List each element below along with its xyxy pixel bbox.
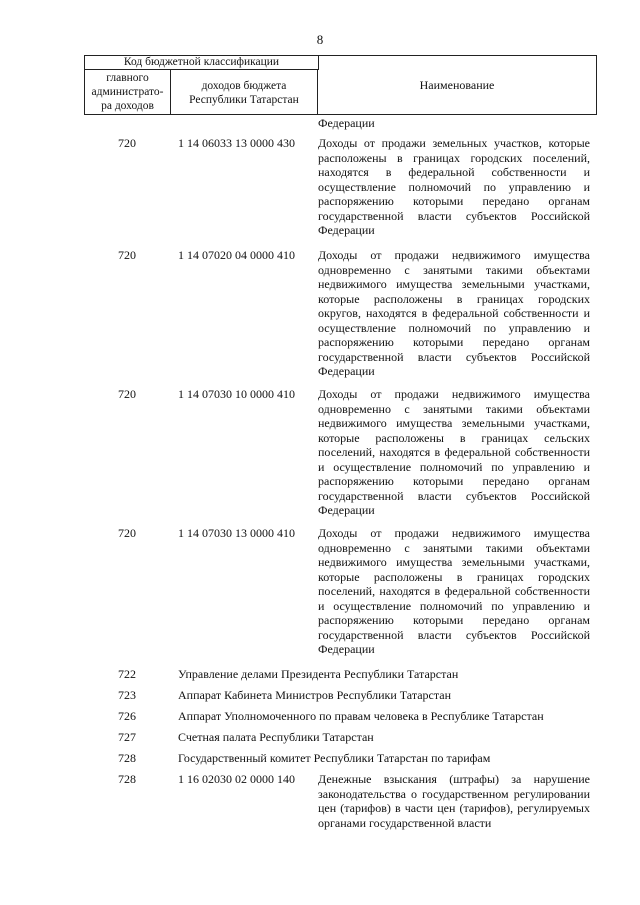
admin-code: 728 — [118, 751, 136, 765]
revenue-code: 1 14 06033 13 0000 430 — [178, 136, 295, 150]
admin-code: 720 — [118, 526, 136, 540]
header-main-administrator: главного администрато- ра доходов — [85, 69, 171, 115]
header-revenue-code: доходов бюджета Республики Татарстан — [171, 69, 318, 115]
revenue-code: 1 16 02030 02 0000 140 — [178, 772, 295, 786]
revenue-name: Доходы от продажи недвижимого имущества одновременно с занятыми такими объектами недвижимого имущества земельными участками, которые расположены в границах городских округов, находятся в федеральной собственности и осуществление полномочий по управлению и распоряжению которыми передано органам государственной власти субъектов Российской Федерации — [318, 248, 590, 378]
administrator-name: Управление делами Президента Республики Татарстан — [178, 667, 459, 681]
revenue-code: 1 14 07030 10 0000 410 — [178, 387, 295, 401]
table-header — [84, 55, 597, 115]
admin-code: 720 — [118, 387, 136, 401]
admin-code: 720 — [118, 248, 136, 262]
admin-code: 723 — [118, 688, 136, 702]
admin-code: 728 — [118, 772, 136, 786]
administrator-name: Государственный комитет Республики Татарстан по тарифам — [178, 751, 491, 765]
administrator-name: Аппарат Кабинета Министров Республики Татарстан — [178, 688, 452, 702]
header-budget-classification-code: Код бюджетной классификации — [85, 56, 319, 70]
continuation-text: Федерации — [318, 116, 375, 130]
admin-code: 722 — [118, 667, 136, 681]
revenue-name: Денежные взыскания (штрафы) за нарушение законодательства о государственном регулировании цен (тарифов) в части цен (тарифов), регулируемых органами государственной власти — [318, 772, 590, 830]
admin-code: 720 — [118, 136, 136, 150]
admin-code: 727 — [118, 730, 136, 744]
revenue-name: Доходы от продажи недвижимого имущества одновременно с занятыми такими объектами недвижимого имущества земельными участками, которые расположены в границах сельских поселений, находятся в федеральной собственности и осуществление полномочий по управлению и распоряжению которыми передано органам государственной власти субъектов Российской Федерации — [318, 387, 590, 517]
revenue-name: Доходы от продажи недвижимого имущества одновременно с занятыми такими объектами недвижимого имущества земельными участками, которые расположены в границах городских поселений, находятся в федеральной собственности и осуществление полномочий по управлению и распоряжению которыми передано органам государственной власти субъектов Российской Федерации — [318, 526, 590, 656]
administrator-name: Счетная палата Республики Татарстан — [178, 730, 374, 744]
header-name: Наименование — [419, 78, 495, 92]
page-number: 8 — [316, 32, 324, 47]
admin-code: 726 — [118, 709, 136, 723]
revenue-code: 1 14 07020 04 0000 410 — [178, 248, 295, 262]
revenue-code: 1 14 07030 13 0000 410 — [178, 526, 295, 540]
administrator-name: Аппарат Уполномоченного по правам человека в Республике Татарстан — [178, 709, 544, 723]
revenue-name: Доходы от продажи земельных участков, которые расположены в границах городских поселений, находятся в федеральной собственности и осуществление полномочий по управлению и распоряжению которыми передано органам государственной власти субъектов Российской Федерации — [318, 136, 590, 237]
